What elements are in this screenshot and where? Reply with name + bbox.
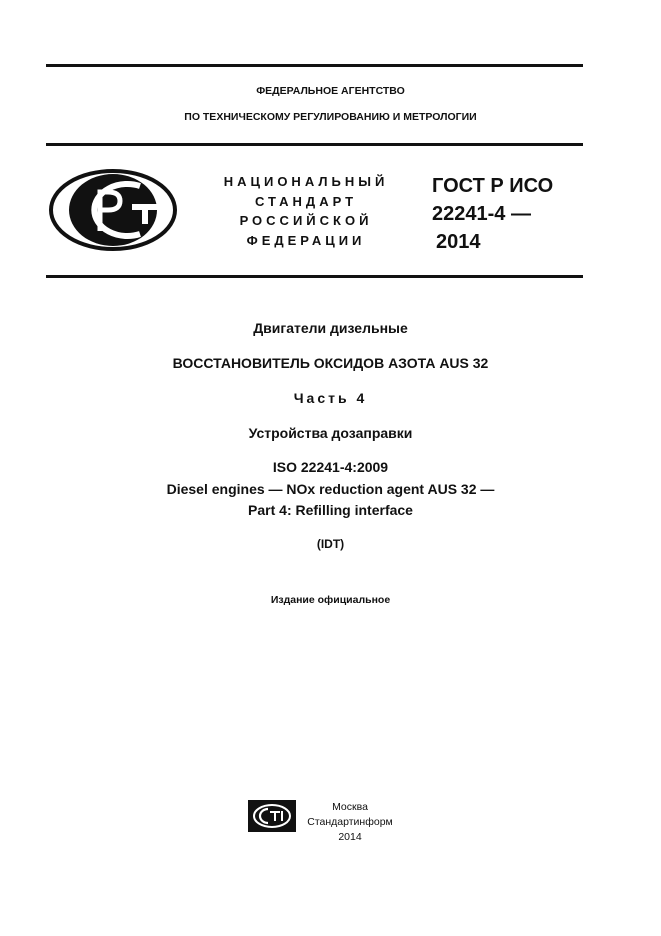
top-rule <box>46 64 583 67</box>
iso-idt: (IDT) <box>316 537 345 551</box>
gost-line-2: 22241-4 — <box>432 203 531 225</box>
header-top-rule <box>46 143 583 146</box>
iso-line-2: Diesel engines — NOx reduction agent AUS 32 — <box>166 481 495 497</box>
gost-logo-icon <box>48 168 178 252</box>
agency-line-2: ПО ТЕХНИЧЕСКОМУ РЕГУЛИРОВАНИЮ И МЕТРОЛОГИИ <box>184 111 477 123</box>
gost-line-3: 2014 <box>436 231 481 253</box>
national-standard-label <box>206 172 406 250</box>
national-line-3: РОССИЙСКОЙ <box>239 213 373 228</box>
national-line-4: ФЕДЕРАЦИИ <box>246 232 366 248</box>
gost-number <box>432 172 553 256</box>
gost-line-1: ГОСТ Р ИСО <box>432 175 554 197</box>
title-line-2: ВОССТАНОВИТЕЛЬ ОКСИДОВ АЗОТА AUS 32 <box>172 355 489 371</box>
agency-line-1: ФЕДЕРАЛЬНОЕ АГЕНТСТВО <box>256 85 405 97</box>
iso-line-1: ISO 22241-4:2009 <box>272 459 389 475</box>
publisher-name: Стандартинформ <box>307 816 393 828</box>
title-line-1: Двигатели дизельные <box>253 320 408 336</box>
national-line-1: НАЦИОНАЛЬНЫЙ <box>223 174 389 189</box>
edition-label: Издание официальное <box>270 594 391 606</box>
title-line-4: Устройства дозаправки <box>248 425 413 441</box>
iso-line-3: Part 4: Refilling interface <box>248 502 413 518</box>
standartinform-logo-icon <box>248 800 296 832</box>
publisher-year: 2014 <box>338 831 362 843</box>
title-line-3: Часть 4 <box>293 390 368 406</box>
publisher-block <box>300 800 400 845</box>
header-bottom-rule <box>46 275 583 278</box>
publisher-city: Москва <box>332 801 368 813</box>
national-line-2: СТАНДАРТ <box>254 193 358 209</box>
